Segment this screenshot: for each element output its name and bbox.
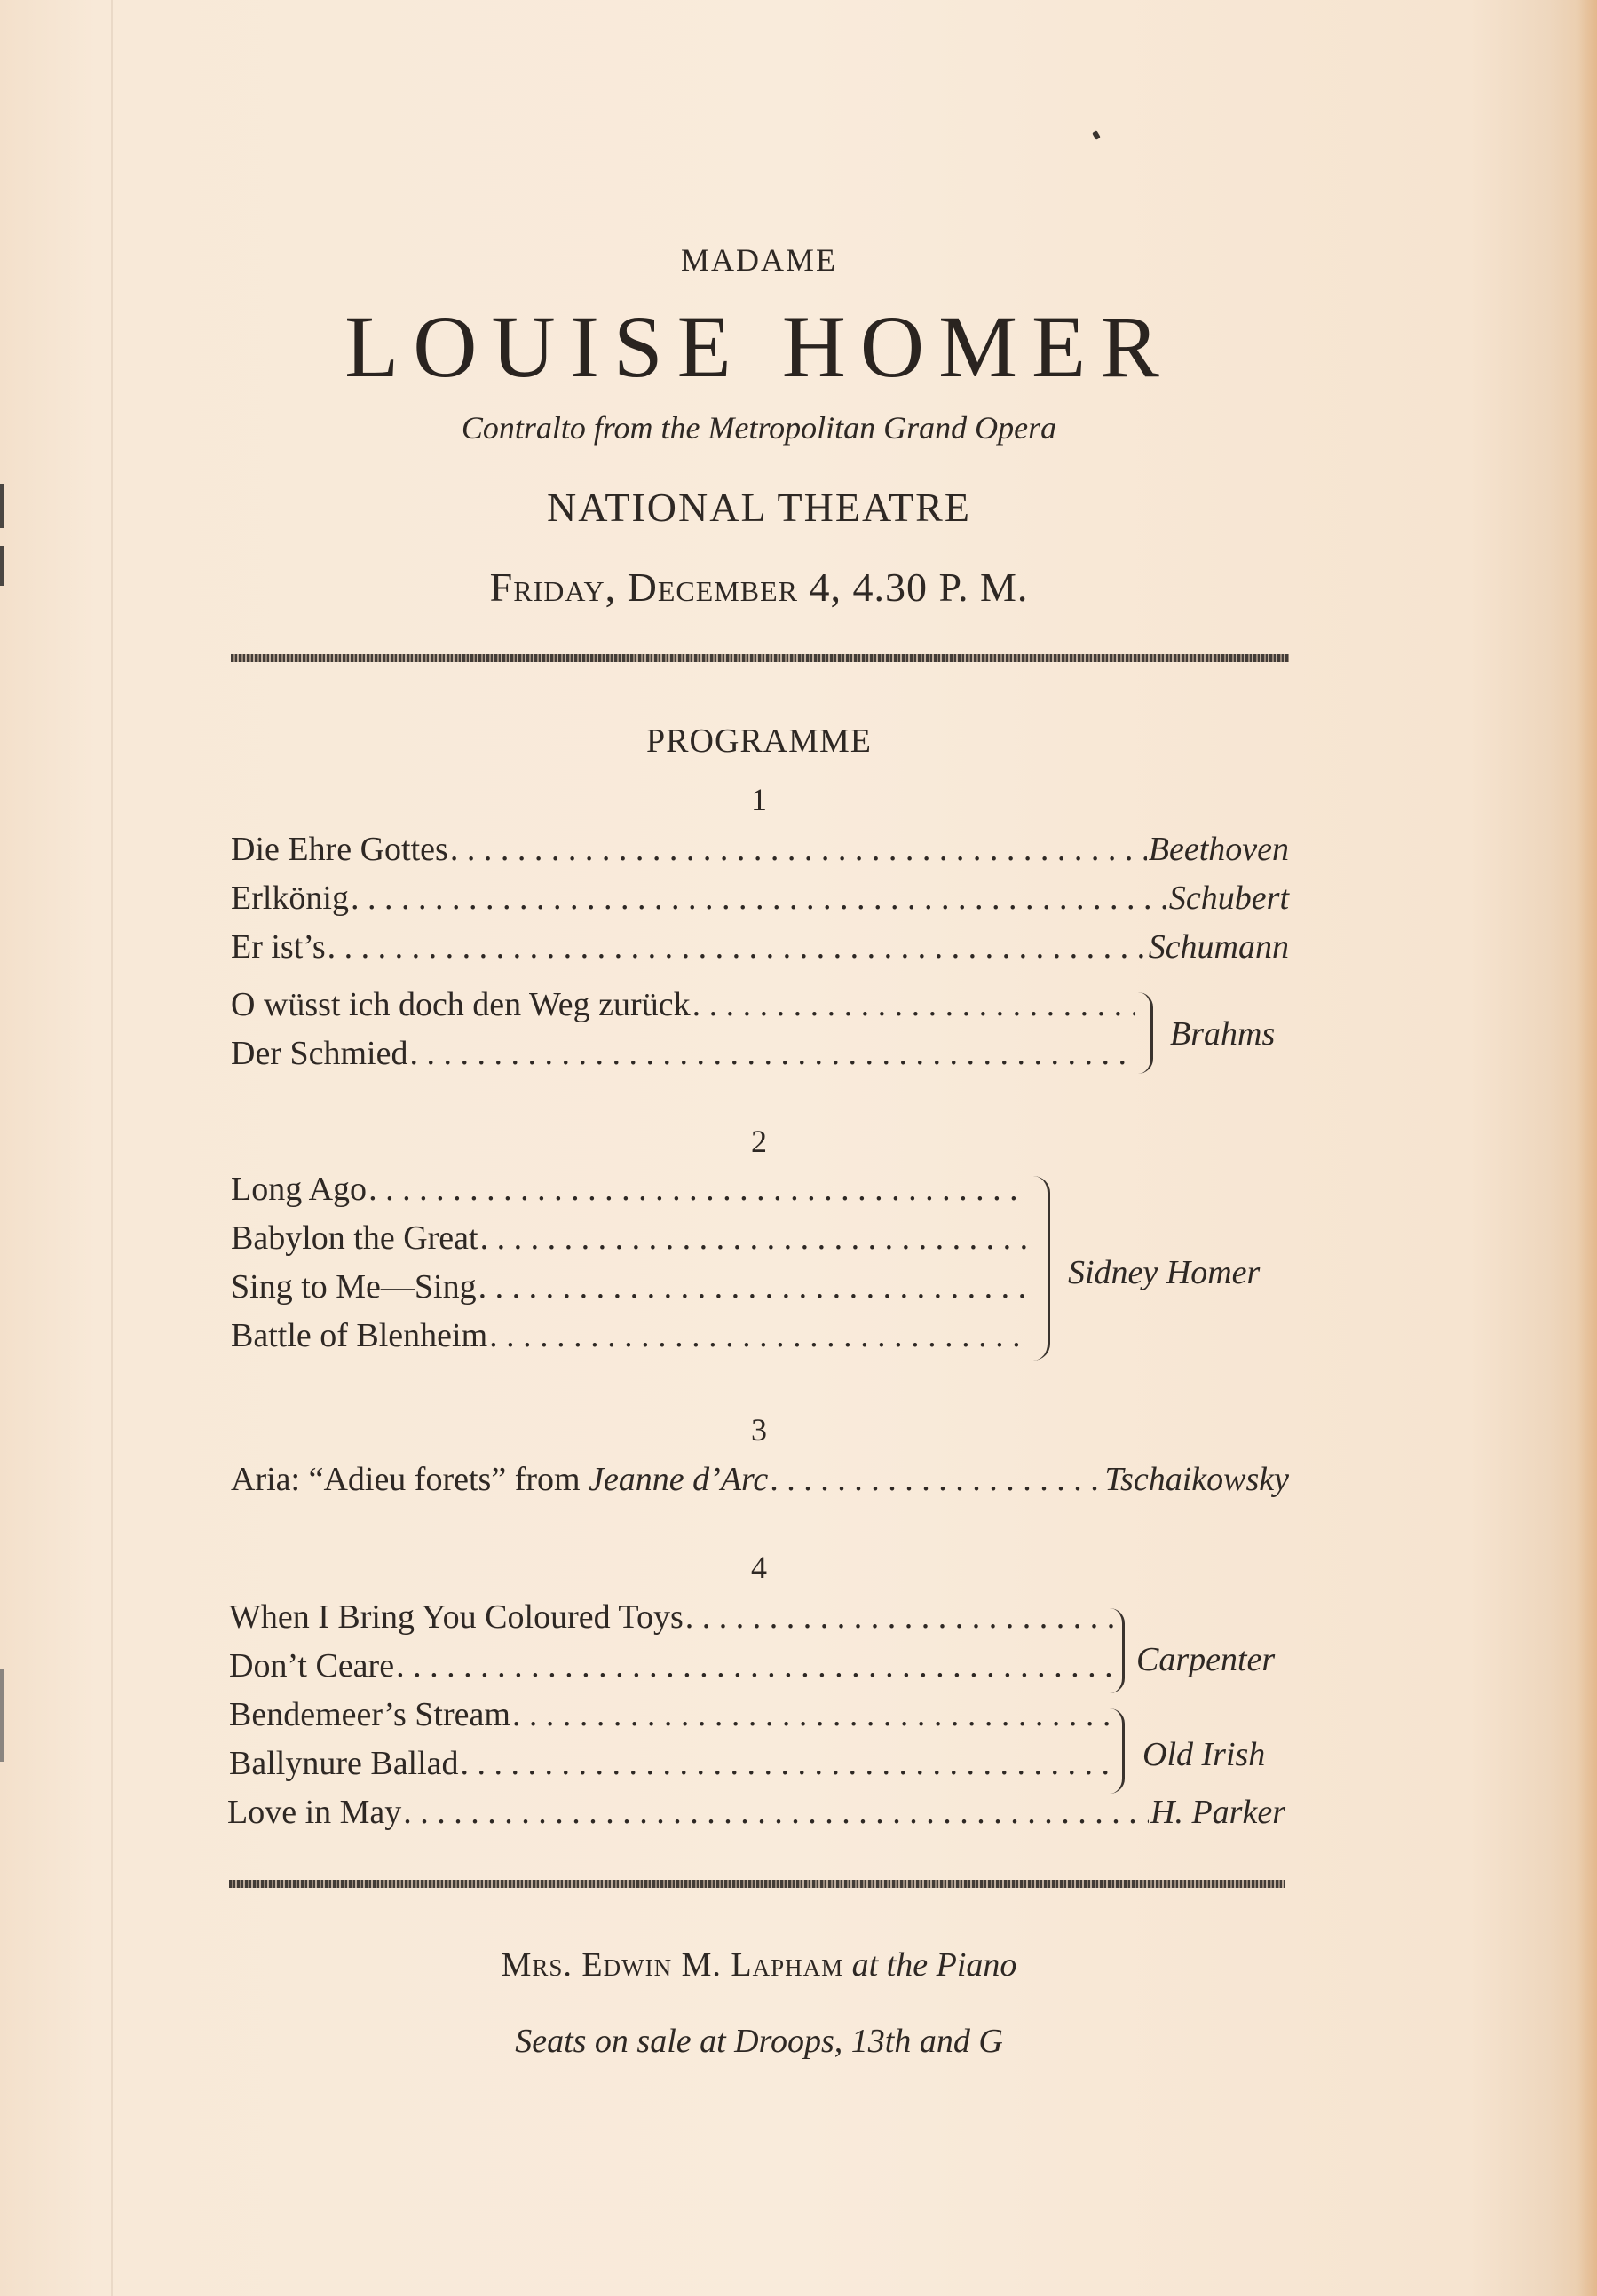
programme-item (231, 879, 1289, 918)
programme-item (231, 985, 1136, 1024)
song-title: Babylon the Great (231, 1219, 478, 1257)
section-number: 4 (751, 1550, 767, 1585)
seats-notice: Seats on sale at Droops, 13th and G (515, 2023, 1003, 2060)
page-edge-shadow (1577, 0, 1597, 2296)
pianist-credit (0, 1945, 1518, 1984)
programme-item (231, 1460, 1289, 1499)
pianist-suffix: at the Piano (851, 1946, 1017, 1984)
madame-heading: MADAME (680, 242, 837, 278)
dot-leader (461, 1744, 1115, 1783)
dot-leader (480, 1219, 1028, 1258)
group-brace (1033, 1176, 1050, 1361)
song-title: Don’t Ceare (229, 1647, 395, 1685)
song-title: Die Ehre Gottes (231, 831, 448, 868)
song-title: Bendemeer’s Stream (229, 1696, 510, 1733)
song-title: Battle of Blenheim (231, 1317, 488, 1354)
group-brace (1110, 1608, 1125, 1693)
song-title: Sing to Me—Sing (231, 1268, 477, 1306)
performer-subtitle: Contralto from the Metropolitan Grand Opera (461, 410, 1057, 446)
section-number: 3 (751, 1412, 767, 1448)
dot-leader (396, 1646, 1115, 1685)
dot-leader (770, 1460, 1103, 1499)
dot-leader (351, 879, 1167, 918)
group-composer: Brahms (1170, 1015, 1276, 1053)
pianist-name: Mrs. Edwin M. Lapham (501, 1946, 844, 1984)
group-brace (1138, 992, 1153, 1074)
performer-name: LOUISE HOMER (344, 297, 1174, 396)
composer: Schubert (1168, 880, 1289, 917)
staple-mark (0, 1669, 4, 1762)
dot-leader (403, 1793, 1149, 1832)
programme-item (229, 1646, 1117, 1685)
venue-name: NATIONAL THEATRE (547, 485, 971, 530)
song-title: O wüsst ich doch den Weg zurück (231, 986, 691, 1023)
dot-leader (685, 1598, 1115, 1637)
programme-item (229, 1695, 1117, 1734)
dot-leader (368, 1170, 1028, 1209)
programme-item (231, 1267, 1030, 1306)
performance-date: Friday, December 4, 4.30 P. M. (489, 564, 1029, 610)
programme-item (231, 830, 1289, 869)
group-composer: Sidney Homer (1068, 1254, 1261, 1291)
programme-item (231, 927, 1289, 967)
programme-item (231, 1316, 1030, 1355)
opera-title: Jeanne d’Arc (589, 1461, 769, 1498)
dot-leader (450, 830, 1147, 869)
programme-item (231, 1034, 1136, 1073)
section-number: 2 (751, 1124, 767, 1159)
group-composer: Old Irish (1142, 1736, 1266, 1773)
song-title: Der Schmied (231, 1035, 408, 1072)
composer: Beethoven (1148, 831, 1289, 868)
ornamental-rule (229, 1880, 1285, 1888)
aria-prefix: Aria: “Adieu forets” from (231, 1461, 589, 1498)
ink-speck (1092, 130, 1101, 140)
group-brace (1110, 1708, 1125, 1794)
programme-item (231, 1219, 1030, 1258)
song-title: When I Bring You Coloured Toys (229, 1598, 684, 1636)
composer: H. Parker (1150, 1794, 1285, 1831)
song-title: Er ist’s (231, 928, 326, 966)
programme-item (229, 1598, 1117, 1637)
programme-item (231, 1170, 1030, 1209)
dot-leader (328, 927, 1147, 967)
programme-title: PROGRAMME (646, 722, 872, 760)
ornamental-rule (231, 654, 1289, 662)
song-title: Long Ago (231, 1171, 368, 1208)
dot-leader (489, 1316, 1028, 1355)
song-title: Love in May (227, 1794, 402, 1831)
group-composer: Carpenter (1136, 1641, 1276, 1678)
section-number: 1 (751, 782, 767, 817)
composer: Tschaikowsky (1104, 1461, 1289, 1498)
dot-leader (478, 1267, 1028, 1306)
programme-item (227, 1793, 1285, 1832)
song-title (231, 1460, 768, 1499)
dot-leader (512, 1695, 1115, 1734)
dot-leader (692, 985, 1135, 1024)
song-title: Ballynure Ballad (229, 1745, 459, 1782)
programme-item (229, 1744, 1117, 1783)
dot-leader (409, 1034, 1135, 1073)
song-title: Erlkönig (231, 880, 349, 917)
composer: Schumann (1148, 928, 1289, 966)
